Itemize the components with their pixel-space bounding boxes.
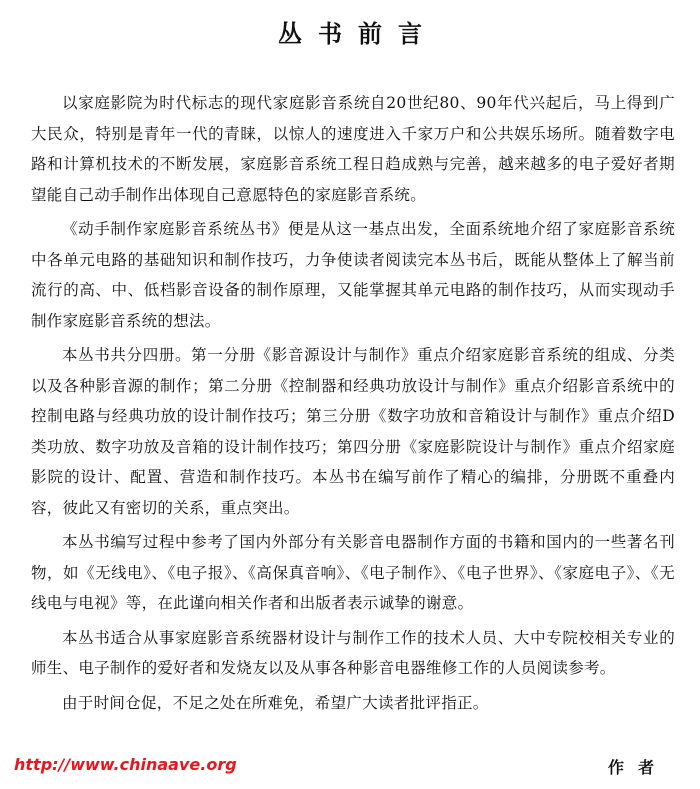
author-signature: 作者 [608, 758, 669, 777]
watermark-url: http://www.chinaave.org [14, 755, 237, 774]
paragraph: 本丛书共分四册。第一分册《影音源设计与制作》重点介绍家庭影音系统的组成、分类以及各种影音源的制作；第二分册《控制器和经典功放设计与制作》重点介绍影音系统中的控制电路与经典功放的设计制作技巧；第三分册《数字功放和音箱设计与制作》重点介绍D类功放、数字功放及音箱的设计制作技巧；第四分册《家庭影院设计与制作》重点介绍家庭影院的设计、配置、营造和制作技巧。本丛书在编写前作了精心的编排，分册既不重叠内容，彼此又有密切的关系，重点突出。 [31, 346, 675, 517]
paragraph: 本丛书适合从事家庭影音系统器材设计与制作工作的技术人员、大中专院校相关专业的师生、电子制作的爱好者和发烧友以及从事各种影音电器维修工作的人员阅读参考。 [31, 628, 675, 677]
paragraph: 由于时间仓促，不足之处在所难免，希望广大读者批评指正。 [62, 693, 489, 712]
page-title: 丛书前言 [278, 20, 438, 48]
body-text [31, 88, 675, 722]
paragraph: 本丛书编写过程中参考了国内外部分有关影音电器制作方面的书籍和国内的一些著名刊物，如《无线电》、《电子报》、《高保真音响》、《电子制作》、《电子世界》、《家庭电子》、《无线电与电视》等，在此谨向相关作者和出版者表示诚挚的谢意。 [31, 533, 675, 612]
paragraph: 《动手制作家庭影音系统丛书》便是从这一基点出发，全面系统地介绍了家庭影音系统中各单元电路的基础知识和制作技巧，力争使读者阅读完本丛书后，既能从整体上了解当前流行的高、中、低档影音设备的制作原理，又能掌握其单元电路的制作技巧，从而实现动手制作家庭影音系统的想法。 [31, 220, 675, 330]
paragraph: 以家庭影院为时代标志的现代家庭影音系统自20世纪80、90年代兴起后，马上得到广大民众，特别是青年一代的青睐，以惊人的速度进入千家万户和公共娱乐场所。随着数字电路和计算机技术的不断发展，家庭影音系统工程日趋成熟与完善，越来越多的电子爱好者期望能自己动手制作出体现自己意愿特色的家庭影音系统。 [31, 94, 675, 204]
